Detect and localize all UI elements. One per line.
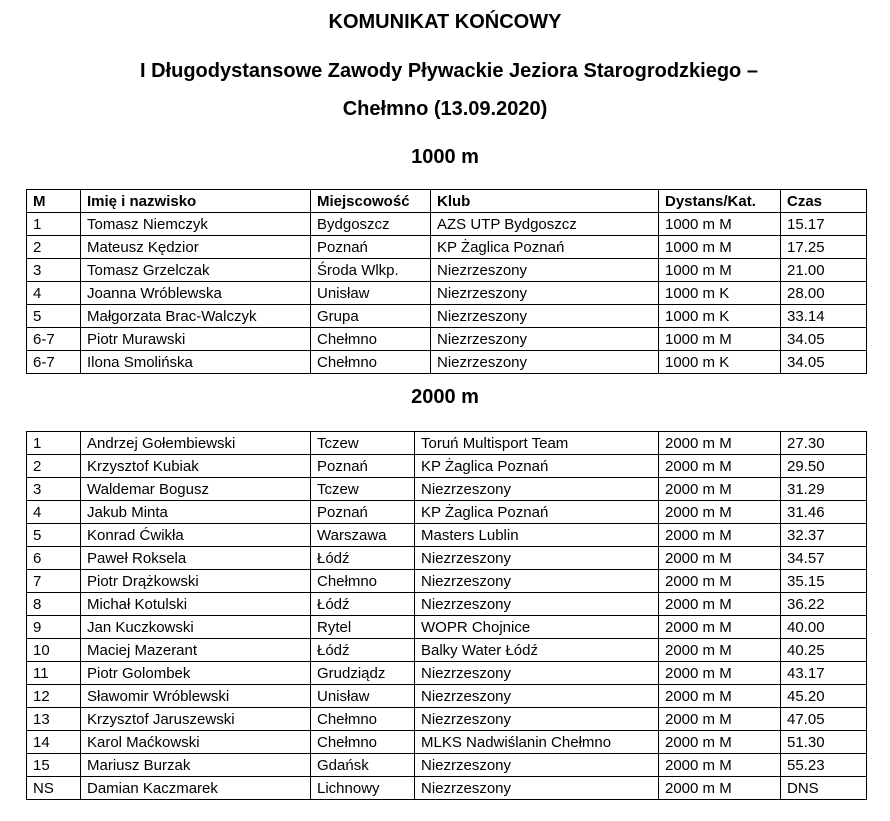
- cell-city: Poznań: [311, 501, 415, 524]
- cell-time: 21.00: [781, 259, 867, 282]
- cell-city: Chełmno: [311, 570, 415, 593]
- cell-club: WOPR Chojnice: [415, 616, 659, 639]
- cell-city: Łódź: [311, 593, 415, 616]
- cell-distance: 1000 m K: [659, 282, 781, 305]
- table-row: [27, 351, 867, 374]
- cell-distance: 2000 m M: [659, 731, 781, 754]
- cell-distance: 2000 m M: [659, 777, 781, 800]
- table-row: [27, 708, 867, 731]
- table-row: [27, 570, 867, 593]
- cell-club: MLKS Nadwiślanin Chełmno: [415, 731, 659, 754]
- section-heading-2000m: 2000 m: [411, 386, 479, 408]
- cell-club: Niezrzeszony: [415, 685, 659, 708]
- column-header-distance: Dystans/Kat.: [659, 190, 781, 213]
- document-title: KOMUNIKAT KOŃCOWY: [328, 11, 562, 33]
- cell-place: 7: [27, 570, 81, 593]
- section-heading-1000m: 1000 m: [411, 146, 479, 168]
- column-header-name: Imię i nazwisko: [81, 190, 311, 213]
- cell-city: Chełmno: [311, 351, 431, 374]
- cell-city: Środa Wlkp.: [311, 259, 431, 282]
- table-row: [27, 328, 867, 351]
- cell-distance: 2000 m M: [659, 501, 781, 524]
- cell-name: Paweł Roksela: [81, 547, 311, 570]
- cell-distance: 2000 m M: [659, 662, 781, 685]
- cell-name: Michał Kotulski: [81, 593, 311, 616]
- cell-distance: 2000 m M: [659, 639, 781, 662]
- cell-place: 4: [27, 501, 81, 524]
- cell-place: 12: [27, 685, 81, 708]
- table-row: [27, 236, 867, 259]
- cell-club: KP Żaglica Poznań: [415, 455, 659, 478]
- cell-city: Poznań: [311, 236, 431, 259]
- table-row: [27, 731, 867, 754]
- table-row: [27, 213, 867, 236]
- cell-club: Masters Lublin: [415, 524, 659, 547]
- cell-name: Andrzej Gołembiewski: [81, 432, 311, 455]
- cell-time: 51.30: [781, 731, 867, 754]
- table-row: [27, 662, 867, 685]
- cell-city: Łódź: [311, 639, 415, 662]
- cell-club: Niezrzeszony: [415, 754, 659, 777]
- cell-place: NS: [27, 777, 81, 800]
- cell-place: 3: [27, 478, 81, 501]
- cell-name: Karol Maćkowski: [81, 731, 311, 754]
- table-row: [27, 685, 867, 708]
- cell-city: Poznań: [311, 455, 415, 478]
- cell-club: Niezrzeszony: [431, 351, 659, 374]
- cell-city: Chełmno: [311, 708, 415, 731]
- cell-time: 17.25: [781, 236, 867, 259]
- cell-club: Niezrzeszony: [431, 259, 659, 282]
- cell-distance: 2000 m M: [659, 432, 781, 455]
- cell-time: 32.37: [781, 524, 867, 547]
- column-header-club: Klub: [431, 190, 659, 213]
- cell-place: 10: [27, 639, 81, 662]
- cell-time: 28.00: [781, 282, 867, 305]
- cell-time: 34.05: [781, 328, 867, 351]
- cell-city: Chełmno: [311, 731, 415, 754]
- cell-city: Łódź: [311, 547, 415, 570]
- column-header-city: Miejscowość: [311, 190, 431, 213]
- cell-name: Jan Kuczkowski: [81, 616, 311, 639]
- cell-time: 40.00: [781, 616, 867, 639]
- cell-distance: 1000 m M: [659, 236, 781, 259]
- cell-distance: 2000 m M: [659, 754, 781, 777]
- cell-place: 2: [27, 236, 81, 259]
- cell-club: Niezrzeszony: [415, 547, 659, 570]
- cell-club: Niezrzeszony: [431, 305, 659, 328]
- cell-name: Sławomir Wróblewski: [81, 685, 311, 708]
- cell-time: 33.14: [781, 305, 867, 328]
- cell-name: Piotr Murawski: [81, 328, 311, 351]
- cell-city: Grupa: [311, 305, 431, 328]
- cell-city: Gdańsk: [311, 754, 415, 777]
- cell-name: Piotr Golombek: [81, 662, 311, 685]
- column-header-place: M: [27, 190, 81, 213]
- cell-distance: 1000 m K: [659, 351, 781, 374]
- cell-club: Niezrzeszony: [415, 593, 659, 616]
- cell-time: 36.22: [781, 593, 867, 616]
- cell-name: Piotr Drążkowski: [81, 570, 311, 593]
- cell-place: 3: [27, 259, 81, 282]
- cell-distance: 1000 m M: [659, 213, 781, 236]
- cell-name: Mateusz Kędzior: [81, 236, 311, 259]
- results-table-2000m: [26, 431, 867, 800]
- column-header-time: Czas: [781, 190, 867, 213]
- cell-time: 55.23: [781, 754, 867, 777]
- cell-club: AZS UTP Bydgoszcz: [431, 213, 659, 236]
- cell-place: 15: [27, 754, 81, 777]
- table-row: [27, 282, 867, 305]
- cell-place: 1: [27, 432, 81, 455]
- cell-city: Unisław: [311, 685, 415, 708]
- cell-place: 6-7: [27, 351, 81, 374]
- cell-place: 6-7: [27, 328, 81, 351]
- table-row: [27, 501, 867, 524]
- table-row: [27, 524, 867, 547]
- cell-place: 14: [27, 731, 81, 754]
- table-header-row: [27, 190, 867, 213]
- cell-distance: 2000 m M: [659, 593, 781, 616]
- cell-place: 9: [27, 616, 81, 639]
- cell-name: Jakub Minta: [81, 501, 311, 524]
- cell-time: 43.17: [781, 662, 867, 685]
- event-name-line2: Chełmno (13.09.2020): [342, 98, 548, 120]
- cell-name: Damian Kaczmarek: [81, 777, 311, 800]
- cell-distance: 2000 m M: [659, 616, 781, 639]
- cell-club: Niezrzeszony: [415, 478, 659, 501]
- table-row: [27, 593, 867, 616]
- cell-club: Niezrzeszony: [415, 777, 659, 800]
- cell-club: Niezrzeszony: [415, 662, 659, 685]
- cell-time: 40.25: [781, 639, 867, 662]
- cell-distance: 2000 m M: [659, 455, 781, 478]
- cell-name: Waldemar Bogusz: [81, 478, 311, 501]
- cell-city: Warszawa: [311, 524, 415, 547]
- cell-name: Małgorzata Brac-Walczyk: [81, 305, 311, 328]
- cell-city: Grudziądz: [311, 662, 415, 685]
- cell-city: Lichnowy: [311, 777, 415, 800]
- cell-city: Chełmno: [311, 328, 431, 351]
- cell-city: Rytel: [311, 616, 415, 639]
- cell-time: 34.57: [781, 547, 867, 570]
- cell-name: Maciej Mazerant: [81, 639, 311, 662]
- cell-club: KP Żaglica Poznań: [415, 501, 659, 524]
- cell-club: Niezrzeszony: [415, 570, 659, 593]
- cell-name: Joanna Wróblewska: [81, 282, 311, 305]
- table-row: [27, 259, 867, 282]
- cell-place: 11: [27, 662, 81, 685]
- cell-club: Niezrzeszony: [431, 282, 659, 305]
- cell-club: Niezrzeszony: [431, 328, 659, 351]
- cell-time: 29.50: [781, 455, 867, 478]
- table-row: [27, 754, 867, 777]
- table-row: [27, 639, 867, 662]
- cell-time: 47.05: [781, 708, 867, 731]
- table-row: [27, 432, 867, 455]
- cell-place: 4: [27, 282, 81, 305]
- cell-place: 5: [27, 305, 81, 328]
- cell-name: Tomasz Niemczyk: [81, 213, 311, 236]
- cell-name: Krzysztof Kubiak: [81, 455, 311, 478]
- cell-name: Ilona Smolińska: [81, 351, 311, 374]
- cell-club: Balky Water Łódź: [415, 639, 659, 662]
- cell-time: 15.17: [781, 213, 867, 236]
- cell-distance: 1000 m K: [659, 305, 781, 328]
- table-row: [27, 455, 867, 478]
- results-table-1000m: [26, 189, 867, 374]
- table-row: [27, 616, 867, 639]
- cell-club: Niezrzeszony: [415, 708, 659, 731]
- cell-time: 31.46: [781, 501, 867, 524]
- cell-place: 6: [27, 547, 81, 570]
- cell-distance: 2000 m M: [659, 524, 781, 547]
- cell-distance: 2000 m M: [659, 570, 781, 593]
- cell-distance: 2000 m M: [659, 478, 781, 501]
- cell-club: Toruń Multisport Team: [415, 432, 659, 455]
- cell-name: Konrad Ćwikła: [81, 524, 311, 547]
- cell-name: Krzysztof Jaruszewski: [81, 708, 311, 731]
- cell-time: 34.05: [781, 351, 867, 374]
- cell-distance: 2000 m M: [659, 708, 781, 731]
- cell-place: 8: [27, 593, 81, 616]
- cell-place: 5: [27, 524, 81, 547]
- cell-place: 1: [27, 213, 81, 236]
- cell-time: 31.29: [781, 478, 867, 501]
- event-name-line1: I Długodystansowe Zawody Pływackie Jeziora Starogrodzkiego –: [140, 60, 758, 82]
- cell-distance: 2000 m M: [659, 547, 781, 570]
- cell-city: Tczew: [311, 432, 415, 455]
- cell-time: 27.30: [781, 432, 867, 455]
- cell-time: DNS: [781, 777, 867, 800]
- cell-place: 2: [27, 455, 81, 478]
- cell-distance: 1000 m M: [659, 328, 781, 351]
- table-row: [27, 777, 867, 800]
- cell-name: Tomasz Grzelczak: [81, 259, 311, 282]
- cell-city: Tczew: [311, 478, 415, 501]
- table-row: [27, 305, 867, 328]
- cell-time: 35.15: [781, 570, 867, 593]
- cell-name: Mariusz Burzak: [81, 754, 311, 777]
- table-row: [27, 478, 867, 501]
- cell-city: Bydgoszcz: [311, 213, 431, 236]
- cell-distance: 1000 m M: [659, 259, 781, 282]
- cell-city: Unisław: [311, 282, 431, 305]
- cell-club: KP Żaglica Poznań: [431, 236, 659, 259]
- cell-time: 45.20: [781, 685, 867, 708]
- cell-distance: 2000 m M: [659, 685, 781, 708]
- cell-place: 13: [27, 708, 81, 731]
- table-row: [27, 547, 867, 570]
